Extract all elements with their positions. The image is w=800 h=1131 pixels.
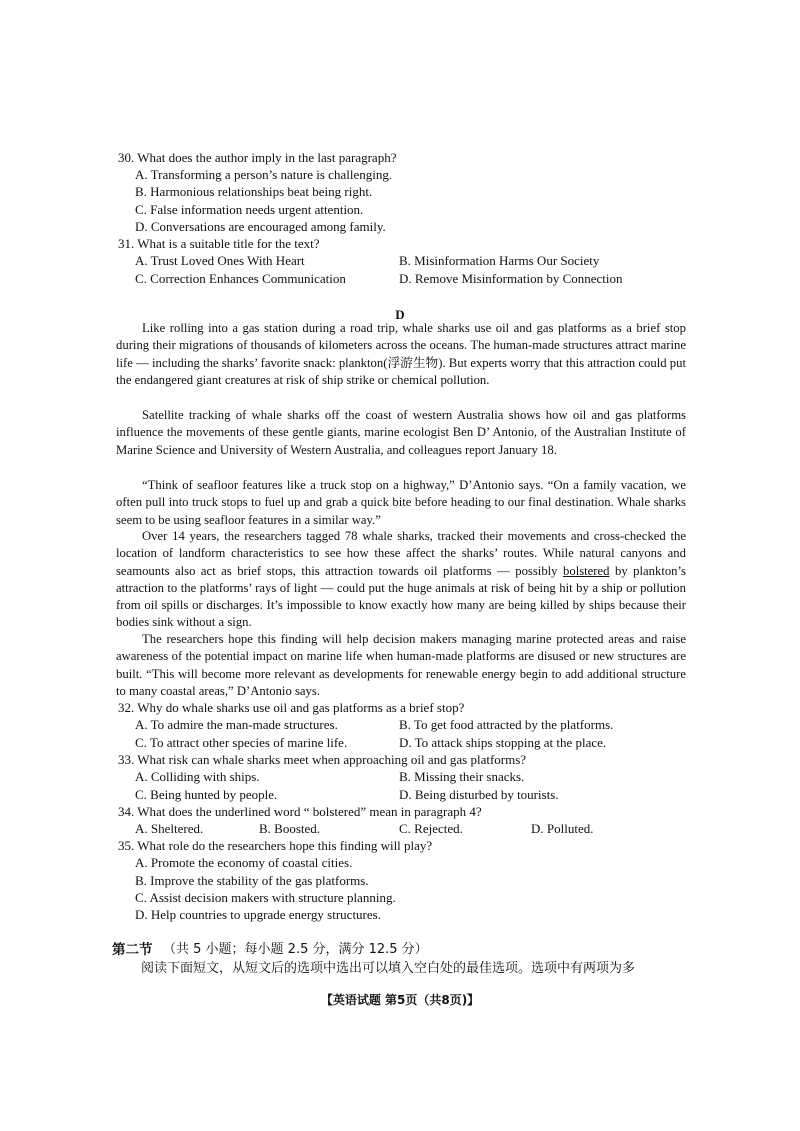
q32-option-d: D. To attack ships stopping at the place. xyxy=(399,735,607,750)
q32-option-c: C. To attract other species of marine life. xyxy=(135,735,348,750)
q33-option-c: C. Being hunted by people. xyxy=(135,787,278,802)
q34-stem: 34. What does the underlined word “ bolstered” mean in paragraph 4? xyxy=(118,804,482,819)
passage-paragraph-5: The researchers hope this finding will help decision makers managing marine protected areas and raise awareness of the potential impact on marine life when human-made platforms are disused or new structures are built. “This will become more relevant as developments for renewable energy begin to add additional structure to many coastal areas,” D’Antonio says. xyxy=(116,632,686,698)
passage-paragraph-4 xyxy=(116,528,686,632)
q30-option-d: D. Conversations are encouraged among family. xyxy=(135,219,386,234)
q33-stem: 33. What risk can whale sharks meet when approaching oil and gas platforms? xyxy=(118,752,527,767)
q30-option-a: A. Transforming a person’s nature is challenging. xyxy=(135,167,393,182)
q31-option-c: C. Correction Enhances Communication xyxy=(135,271,346,286)
q34-option-b: B. Boosted. xyxy=(259,821,321,836)
q32-option-a: A. To admire the man-made structures. xyxy=(135,717,338,732)
q35-option-a: A. Promote the economy of coastal cities. xyxy=(135,855,353,870)
section-2-title: 第二节 xyxy=(112,942,153,958)
q31-stem: 31. What is a suitable title for the text? xyxy=(118,236,320,251)
q30-stem: 30. What does the author imply in the last paragraph? xyxy=(118,150,397,165)
q34-option-d: D. Polluted. xyxy=(531,821,594,836)
q31-option-d: D. Remove Misinformation by Connection xyxy=(399,271,623,286)
q34-option-c: C. Rejected. xyxy=(399,821,463,836)
q31-option-a: A. Trust Loved Ones With Heart xyxy=(135,253,305,268)
q35-option-c: C. Assist decision makers with structure planning. xyxy=(135,890,396,905)
q35-option-d: D. Help countries to upgrade energy structures. xyxy=(135,907,381,922)
q32-option-b: B. To get food attracted by the platforms. xyxy=(399,717,614,732)
q33-option-b: B. Missing their snacks. xyxy=(399,769,525,784)
q35-stem: 35. What role do the researchers hope this finding will play? xyxy=(118,838,433,853)
q34-option-a: A. Sheltered. xyxy=(135,821,204,836)
q31-option-b: B. Misinformation Harms Our Society xyxy=(399,253,600,268)
paragraph-4-text-after: by plankton’s attraction to the platforms’ rays of light — could put the huge animals at risk of being hit by a ship or pollution from oil spills or discharges. It’s impossible to know exactly how many are being killed by ships because their bodies sink without a sign. xyxy=(116,563,686,630)
q30-option-b: B. Harmonious relationships beat being right. xyxy=(135,184,373,199)
section-2-info: （共 5 小题；每小题 2.5 分，满分 12.5 分） xyxy=(163,942,428,957)
passage-paragraph-2: Satellite tracking of whale sharks off the coast of western Australia shows how oil and gas platforms influence the movements of these gentle giants, marine ecologist Ben D’ Antonio, of the Australian Institute of Marine Science and University of Western Australia, and colleagues report January 18. xyxy=(116,408,686,457)
passage-paragraph-1: Like rolling into a gas station during a road trip, whale sharks use oil and gas platforms as a brief stop during their migrations of thousands of kilometers across the oceans. The human-made structures attract marine life — including the sharks’ favorite snack: plankton(浮游生物). But experts worry that this attraction could put the endangered giant creatures at risk of ship strike or chemical pollution. xyxy=(116,321,686,387)
q33-option-a: A. Colliding with ships. xyxy=(135,769,260,784)
q35-option-b: B. Improve the stability of the gas platforms. xyxy=(135,873,369,888)
page-footer: 【英语试题 第5页（共8页)】 xyxy=(320,993,480,1007)
q32-stem: 32. Why do whale sharks use oil and gas platforms as a brief stop? xyxy=(118,700,465,715)
passage-paragraph-3: “Think of seafloor features like a truck stop on a highway,” D’Antonio says. “On a family vacation, we often pull into truck stops to fuel up and grab a quick bite before heading to our final destination. Whale sharks seem to be using seafloor features in a similar way.” xyxy=(116,478,686,527)
section-2-instruction: 阅读下面短文，从短文后的选项中选出可以填入空白处的最佳选项。选项中有两项为多 xyxy=(141,961,636,976)
section-heading-d: D xyxy=(395,307,405,322)
underlined-word-bolstered: bolstered xyxy=(563,563,610,578)
paragraph-4-text-before: Over 14 years, the researchers tagged 78 whale sharks, tracked their movements and cross-checked the location of landform characteristics to see how these affect the sharks’ routes. While natural canyons and seamounts also act as brief stops, this attraction towards oil platforms — possibly xyxy=(116,529,686,578)
q30-option-c: C. False information needs urgent attention. xyxy=(135,202,364,217)
q33-option-d: D. Being disturbed by tourists. xyxy=(399,787,559,802)
